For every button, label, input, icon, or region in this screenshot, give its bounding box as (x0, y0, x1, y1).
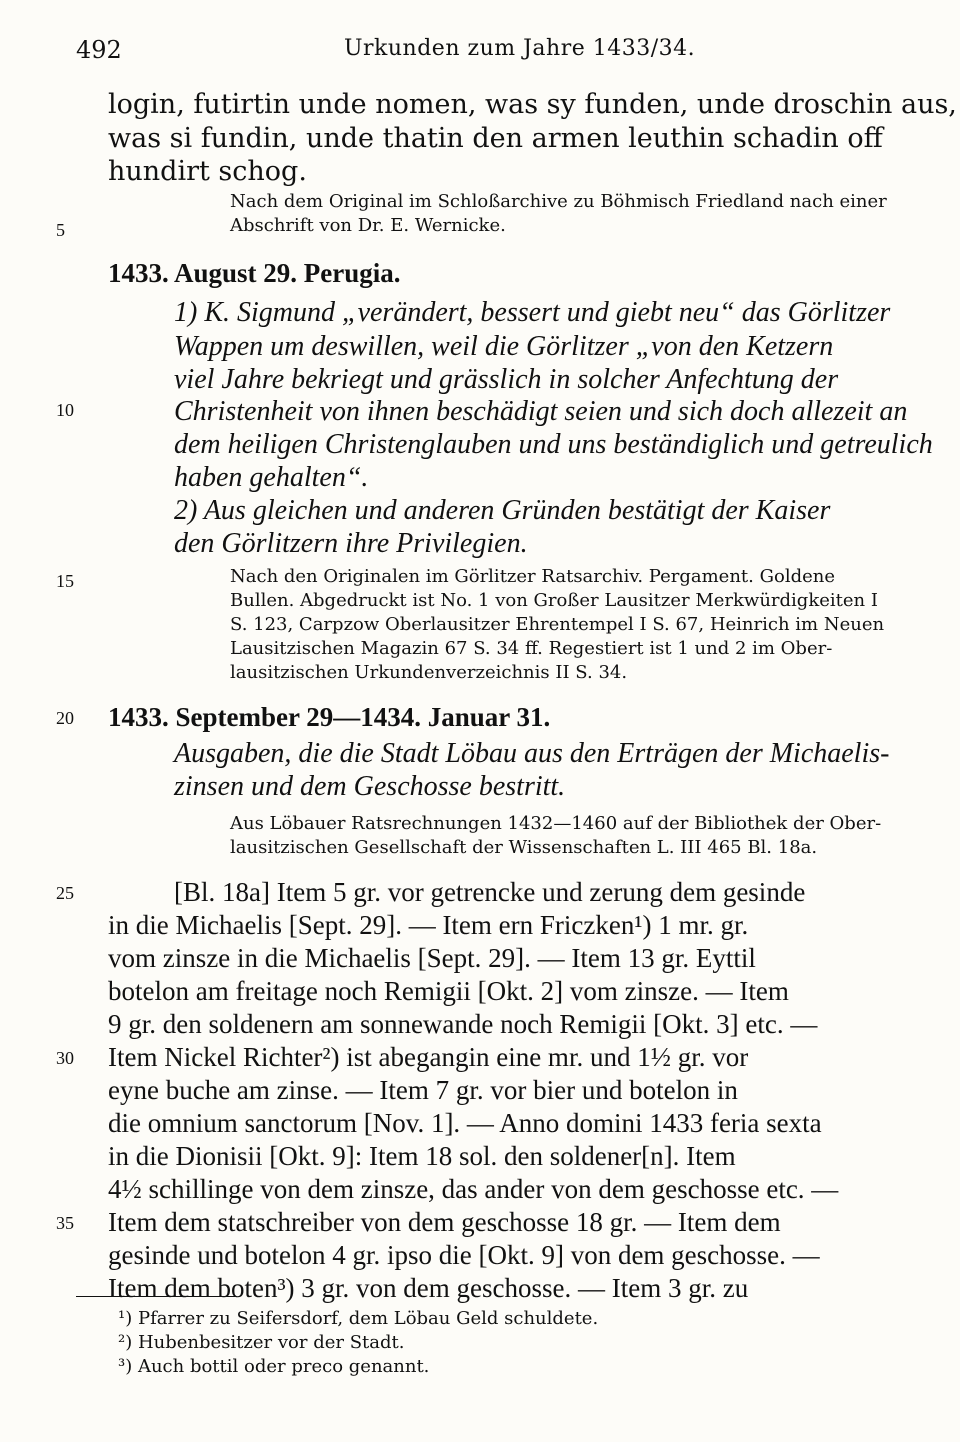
line-number: 15 (56, 571, 74, 591)
source-note-line: Aus Löbauer Ratsrechnungen 1432—1460 auf der Bibliothek der Ober- (230, 813, 882, 834)
summary-line: Christenheit von ihnen beschädigt seien und sich doch allezeit an (174, 396, 908, 427)
summary-line: dem heiligen Christenglauben und uns beständiglich und getreulich (174, 429, 933, 460)
page-number: 492 (76, 36, 122, 64)
footnote: ³) Auch bottil oder preco genannt. (118, 1356, 430, 1377)
footnote-rule (76, 1296, 236, 1297)
summary-line: Ausgaben, die die Stadt Löbau aus den Erträgen der Michaelis- (174, 738, 890, 769)
text-line: Item dem boten³) 3 gr. von dem geschosse. — Item 3 gr. zu (108, 1273, 749, 1303)
source-note-line: Nach den Originalen im Görlitzer Ratsarchiv. Pergament. Goldene (230, 566, 835, 587)
footnote: ¹) Pfarrer zu Seifersdorf, dem Löbau Geld schuldete. (118, 1308, 599, 1329)
summary-line: 2) Aus gleichen und anderen Gründen bestätigt der Kaiser (174, 495, 831, 526)
line-number: 20 (56, 708, 74, 728)
text-line: [Bl. 18a] Item 5 gr. vor getrencke und zerung dem gesinde (174, 877, 806, 907)
text-line: login, futirtin unde nomen, was sy funden, unde droschin aus, (108, 89, 957, 120)
footnote: ²) Hubenbesitzer vor der Stadt. (118, 1332, 405, 1353)
text-line: gesinde und botelon 4 gr. ipso die [Okt. 9] von dem geschosse. — (108, 1240, 820, 1270)
entry-heading: 1433. September 29—1434. Januar 31. (108, 702, 551, 732)
running-title: Urkunden zum Jahre 1433/34. (344, 36, 696, 61)
text-line: botelon am freitage noch Remigii [Okt. 2] vom zinsze. — Item (108, 976, 789, 1006)
summary-line: den Görlitzern ihre Privilegien. (174, 528, 528, 559)
summary-line: Wappen um deswillen, weil die Görlitzer „von den Ketzern (174, 331, 834, 362)
source-note-line: Lausitzischen Magazin 67 S. 34 ff. Regestiert ist 1 und 2 im Ober- (230, 638, 833, 659)
text-line: 4½ schillinge von dem zinsze, das ander von dem geschosse etc. — (108, 1174, 839, 1204)
source-note-line: Nach dem Original im Schloßarchive zu Böhmisch Friedland nach einer (230, 191, 887, 212)
text-line: eyne buche am zinse. — Item 7 gr. vor bier und botelon in (108, 1075, 738, 1105)
text-line: was si fundin, unde thatin den armen leuthin schadin off (108, 123, 883, 154)
line-number: 10 (56, 400, 74, 420)
line-number: 35 (56, 1213, 74, 1233)
source-note-line: lausitzischen Gesellschaft der Wissenschaften L. III 465 Bl. 18a. (230, 837, 818, 858)
text-line: vom zinsze in die Michaelis [Sept. 29]. — Item 13 gr. Eyttil (108, 943, 756, 973)
source-note-line: Bullen. Abgedruckt ist No. 1 von Großer Lausitzer Merkwürdigkeiten I (230, 590, 878, 611)
summary-line: 1) K. Sigmund „verändert, bessert und giebt neu“ das Görlitzer (174, 297, 891, 328)
entry-heading: 1433. August 29. Perugia. (108, 258, 401, 288)
summary-line: viel Jahre bekriegt und grässlich in solcher Anfechtung der (174, 364, 839, 395)
source-note-line: Abschrift von Dr. E. Wernicke. (230, 215, 506, 236)
text-line: in die Michaelis [Sept. 29]. — Item ern Friczken¹) 1 mr. gr. (108, 910, 749, 940)
line-number: 5 (56, 220, 65, 240)
source-note-line: lausitzischen Urkundenverzeichnis II S. 34. (230, 662, 628, 683)
source-note-line: S. 123, Carpzow Oberlausitzer Ehrentempel I S. 67, Heinrich im Neuen (230, 614, 885, 635)
text-line: die omnium sanctorum [Nov. 1]. — Anno domini 1433 feria sexta (108, 1108, 822, 1138)
line-number: 25 (56, 883, 74, 903)
text-line: hundirt schog. (108, 156, 307, 187)
summary-line: zinsen und dem Geschosse bestritt. (174, 771, 566, 802)
text-line: Item dem statschreiber von dem geschosse 18 gr. — Item dem (108, 1207, 781, 1237)
text-line: Item Nickel Richter²) ist abegangin eine mr. und 1½ gr. vor (108, 1042, 749, 1072)
summary-line: haben gehalten“. (174, 462, 369, 493)
text-line: in die Dionisii [Okt. 9]: Item 18 sol. den soldener[n]. Item (108, 1141, 736, 1171)
text-line: 9 gr. den soldenern am sonnewande noch Remigii [Okt. 3] etc. — (108, 1009, 818, 1039)
line-number: 30 (56, 1048, 74, 1068)
